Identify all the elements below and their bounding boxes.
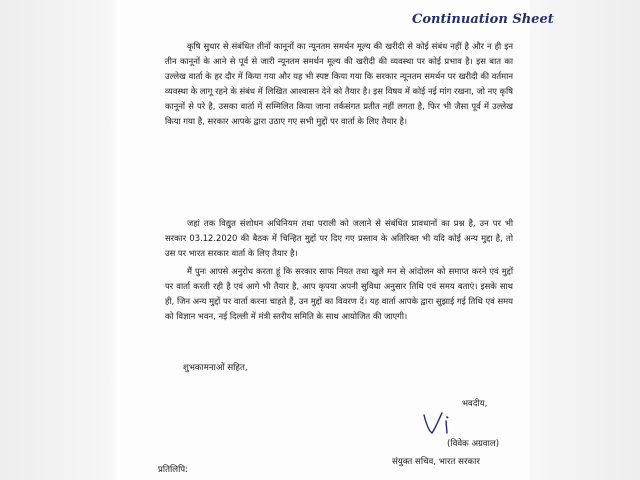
paragraph-electricity-act [165,216,513,261]
paragraph-request [165,264,513,324]
paragraph-electricity-act-text: जहां तक विद्युत संशोधन अधिनियम तथा पराली को जलाने से संबंधित प्रावधानों का प्रश्न है, उन पर भी सरकार 03.12.2020 की बैठक में चिन्हित मुद्दों पर दिए गए प्रस्ताव के अतिरिक्त भी यदि कोई अन्य मुद्दा है, तो उस पर भारत सरकार वार्ता के लिए तैयार है। [165,218,513,258]
paragraph-msp [165,39,513,129]
signatory-name: (विवेक अग्रवाल) [447,439,500,449]
paragraph-request-text: मैं पुनः आपसे अनुरोध करता हूं कि सरकार साफ नियत तथा खुले मन से आंदोलन को समाप्त करने एवं मुद्दों पर वार्ता करती रही है एवं आगे भी तैयार है, आप कृपया अपनी सुविधा अनुसार तिथि एवं समय बताएं। इसके साथ ही, जिन अन्य मुद्दों पर वार्ता करना चाहते हैं, उन मुद्दों का विवरण दें। यह वार्ता आपके द्वारा सुझाई गई तिथि एवं समय को विज्ञान भवन, नई दिल्ली में मंत्री स्तरीय समिति के साथ आयोजित की जाएगी। [165,266,513,321]
signatory-designation: संयुक्त सचिव, भारत सरकार [392,457,480,467]
yours-faithfully: भवदीय, [462,399,488,409]
paragraph-msp-text: कृषि सुधार से संबंधित तीनों कानूनों का न्यूनतम समर्थन मूल्य की खरीदी से कोई संबंध नहीं है और न ही इन तीन कानूनों के आने से पूर्व से जारी न्यूनतम समर्थन मूल्य की खरीदी की व्यवस्था पर कोई प्रभाव है। इस बात का उल्लेख वार्ता के हर दौर में किया गया और यह भी स्पष्ट किया गया कि सरकार न्यूनतम समर्थन पर खरीदी की वर्तमान व्यवस्था के लागू रहने के संबंध में लिखित आश्वासन देने को तैयार है। इस विषय में कोई नई मांग रखना, जो नए कृषि कानूनों से परे है, उसका वार्ता में सम्मिलित किया जाना तर्कसंगत प्रतीत नहीं लगता है, फिर भी जैसा पूर्व में उल्लेख किया गया है, सरकार आपके द्वारा उठाए गए सभी मुद्दों पर वार्ता के लिए तैयार है। [165,41,513,126]
closing-greeting: शुभकामनाओं सहित, [183,363,248,373]
copy-to-label: प्रतिलिपि: [158,465,189,475]
continuation-sheet-header: Continuation Sheet [412,12,554,27]
